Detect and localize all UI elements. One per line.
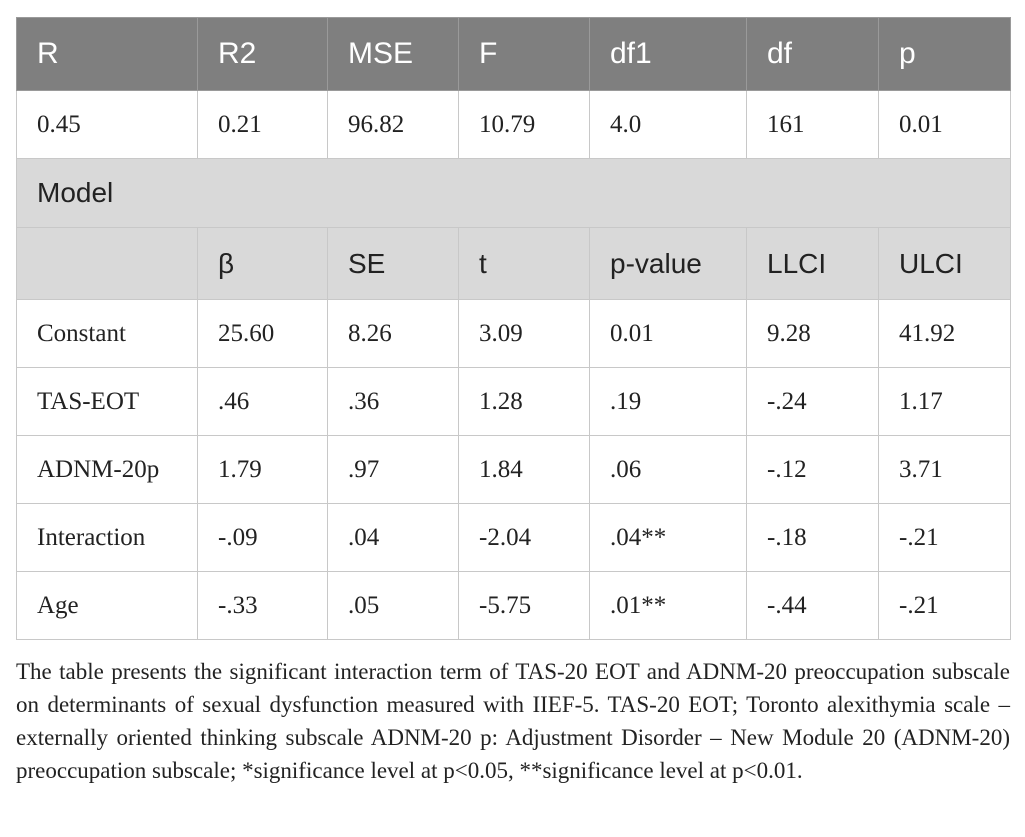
table-cell: 3.09 [459, 300, 590, 368]
table-cell: 41.92 [879, 300, 1011, 368]
table-cell: 8.26 [328, 300, 459, 368]
table-cell: -.21 [879, 572, 1011, 640]
header-cell: R2 [198, 18, 328, 91]
table-cell: -.33 [198, 572, 328, 640]
coef-header-cell: SE [328, 228, 459, 300]
table-cell: -2.04 [459, 504, 590, 572]
summary-cell: 0.01 [879, 91, 1011, 159]
table-row [17, 436, 1011, 504]
table-cell: -.09 [198, 504, 328, 572]
table-cell: Age [17, 572, 198, 640]
model-section-row [17, 159, 1011, 228]
summary-values-row [17, 91, 1011, 159]
header-cell: p [879, 18, 1011, 91]
table-cell: 1.84 [459, 436, 590, 504]
table-cell: Constant [17, 300, 198, 368]
header-cell: F [459, 18, 590, 91]
table-cell: -.24 [747, 368, 879, 436]
table-cell: .06 [590, 436, 747, 504]
table-cell: .05 [328, 572, 459, 640]
coefficient-header-row [17, 228, 1011, 300]
table-cell: .19 [590, 368, 747, 436]
header-cell: df [747, 18, 879, 91]
table-cell: -.18 [747, 504, 879, 572]
table-cell: 9.28 [747, 300, 879, 368]
table-cell: -.21 [879, 504, 1011, 572]
table-cell: .46 [198, 368, 328, 436]
coef-header-cell [17, 228, 198, 300]
table-row [17, 300, 1011, 368]
table-cell: 0.01 [590, 300, 747, 368]
table-row [17, 368, 1011, 436]
table-cell: -.44 [747, 572, 879, 640]
summary-cell: 4.0 [590, 91, 747, 159]
table-row [17, 572, 1011, 640]
coef-header-cell: p-value [590, 228, 747, 300]
regression-table-container [16, 17, 1010, 640]
summary-cell: 0.21 [198, 91, 328, 159]
model-section-label: Model [17, 159, 1011, 228]
summary-cell: 96.82 [328, 91, 459, 159]
table-cell: .36 [328, 368, 459, 436]
header-cell: R [17, 18, 198, 91]
table-cell: 3.71 [879, 436, 1011, 504]
header-cell: MSE [328, 18, 459, 91]
table-footnote: The table presents the significant interaction term of TAS-20 EOT and ADNM-20 preoccupation subscale on determinants of sexual dysfunction measured with IIEF-5. TAS-20 EOT; Toronto alexithymia scale – externally oriented thinking subscale ADNM-20 p: Adjustment Disorder – New Module 20 (ADNM-20) preoccupation subscale; *significance level at p<0.05, **significance level at p<0.01. [16, 659, 1010, 783]
table-cell: -.12 [747, 436, 879, 504]
table-cell: -5.75 [459, 572, 590, 640]
table-cell: TAS-EOT [17, 368, 198, 436]
coef-header-cell: LLCI [747, 228, 879, 300]
table-cell: 25.60 [198, 300, 328, 368]
table-cell: .04 [328, 504, 459, 572]
table-cell: .01** [590, 572, 747, 640]
coef-header-cell: ULCI [879, 228, 1011, 300]
table-cell: 1.28 [459, 368, 590, 436]
header-cell: df1 [590, 18, 747, 91]
summary-cell: 10.79 [459, 91, 590, 159]
table-cell: ADNM-20p [17, 436, 198, 504]
coef-header-cell: t [459, 228, 590, 300]
summary-cell: 0.45 [17, 91, 198, 159]
coef-header-cell: β [198, 228, 328, 300]
regression-table [16, 17, 1011, 640]
table-cell: 1.79 [198, 436, 328, 504]
table-row [17, 504, 1011, 572]
summary-cell: 161 [747, 91, 879, 159]
table-cell: .97 [328, 436, 459, 504]
table-cell: .04** [590, 504, 747, 572]
table-cell: Interaction [17, 504, 198, 572]
summary-header-row [17, 18, 1011, 91]
table-cell: 1.17 [879, 368, 1011, 436]
